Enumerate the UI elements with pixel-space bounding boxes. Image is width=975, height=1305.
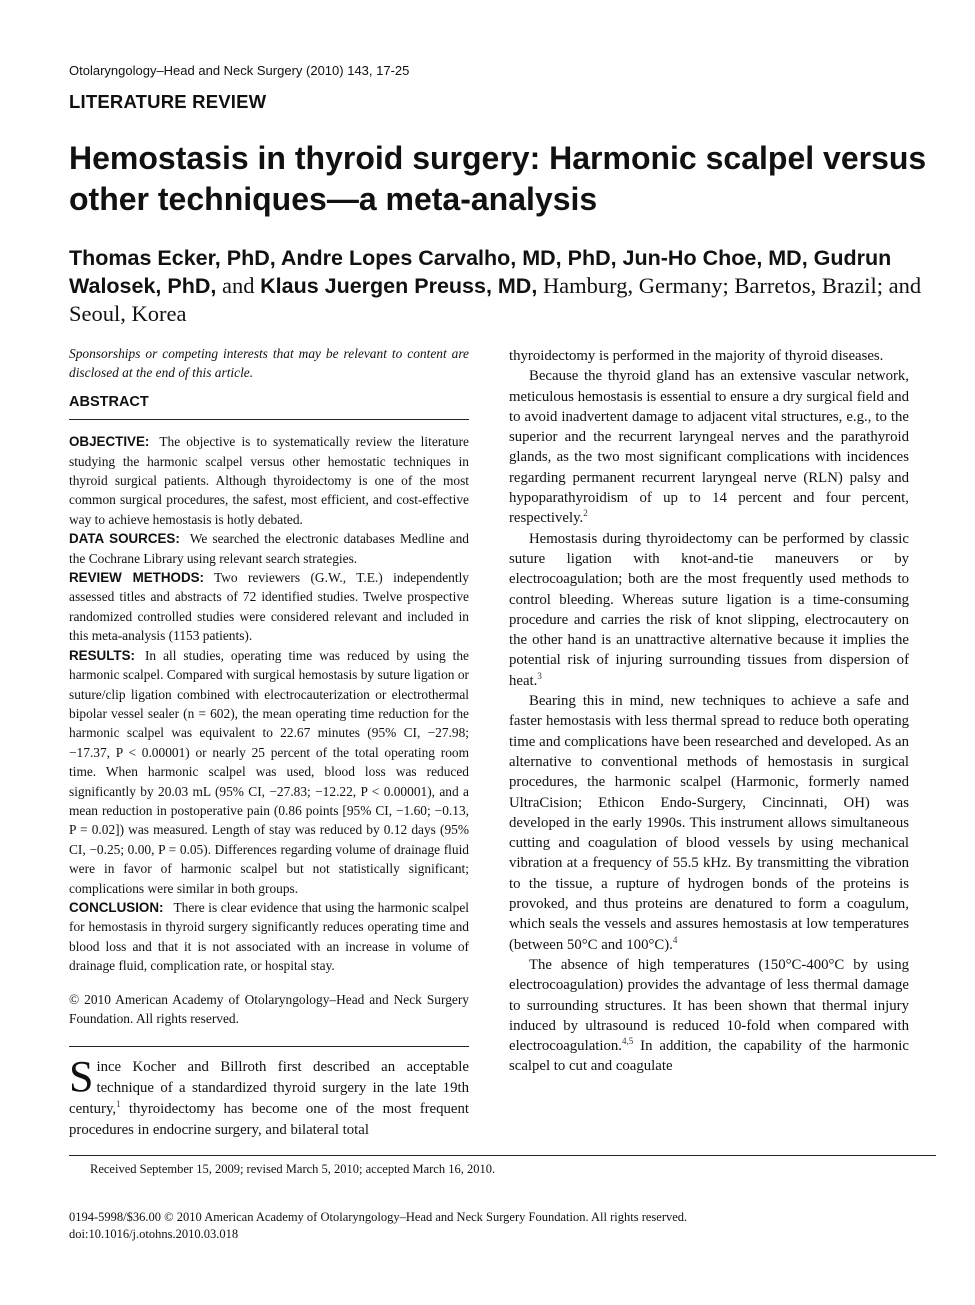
paragraph-text: The absence of high temperatures (150°C-400°C by using electrocoagulation) provides the advantage of less thermal damage to surrounding structures. It has been shown that thermal injury induced by ultrasound is reduced 10-fold when compared with electrocoagulation. xyxy=(509,956,909,1055)
ref-link[interactable]: 2 xyxy=(583,508,588,519)
ref-link[interactable]: 3 xyxy=(537,670,542,681)
abstract-heading: ABSTRACT xyxy=(69,393,469,420)
conclusion-label: CONCLUSION: xyxy=(69,899,164,915)
abstract-conclusion xyxy=(69,898,469,976)
conclusion-text: There is clear evidence that using the harmonic scalpel for hemostasis in thyroid surgery significantly reduces operating time and blood loss and that it is not associated with an increase in volume of drainage fluid, complication rate, or hospital stay. xyxy=(69,899,469,974)
received-dates: Received September 15, 2009; revised March 5, 2010; accepted March 16, 2010. xyxy=(90,1162,496,1176)
intro-text-b: thyroidectomy has become one of the most frequent procedures in endocrine surgery, and bilateral total xyxy=(69,1101,469,1138)
ref-link[interactable]: 4 xyxy=(672,934,678,945)
paragraph-text: Because the thyroid gland has an extensive vascular network, meticulous hemostasis is essential to ensure a dry surgical field and to avoid inadvertent damage to adjacent vital structures, e.g., to the superior and the recurrent laryngeal nerves and the parathyroid glands, as the two most significant complications with incidences regarding permanent recurrent laryngeal nerve (RLN) palsy and hypoparathyroidism of up to 14 percent and four percent, respectively. xyxy=(509,368,909,527)
drop-cap: S xyxy=(69,1052,94,1102)
abstract-review-methods xyxy=(69,568,469,646)
objective-text: The objective is to systematically review the literature studying the harmonic scalpel versus other hemostatic techniques in thyroid surgical patients. Although thyroidectomy is one of the most common surgical procedures, the safest, most efficient, and cost-effective way to achieve hemostasis is hotly debated. xyxy=(69,434,469,527)
author-names-2: Klaus Juergen Preuss, MD, xyxy=(260,274,538,298)
abstract-results xyxy=(69,646,469,898)
body-paragraph xyxy=(509,366,909,528)
body-paragraph: thyroidectomy is performed in the majority of thyroid diseases. xyxy=(509,348,884,364)
section-label: LITERATURE REVIEW xyxy=(69,91,267,112)
intro-text-a: ince Kocher and Billroth first described an acceptable technique of a standardized thyroid surgery in the late 19th century, xyxy=(69,1059,469,1117)
results-text: In all studies, operating time was reduced by using the harmonic scalpel. Compared with surgical hemostasis by suture ligation or suture/clip ligation combined with electrocauterization or electrothermal bipolar vessel sealer (n = 602), the mean operating time reduction for the harmonic scalpel was equivalent to 22.67 minutes (95% CI, −27.98; −17.37, P < 0.00001) or nearly 25 percent of the total operating room time. When harmonic scalpel was used, blood loss was reduced significantly by 20.03 mL (95% CI, −27.83; −12.22, P < 0.00001), and a mean reduction in postoperative pain (0.86 points [95% CI, −1.60; −0.13, P = 0.02]) was measured. Length of stay was reduced by 0.12 days (95% CI, −0.25; 0.00, P = 0.05). Differences regarding volume of drainage fluid were in favor of harmonic scalpel but not statistically significant; complications were similar in both groups. xyxy=(69,647,469,896)
review-methods-text: Two reviewers (G.W., T.E.) independently assessed titles and abstracts of 72 identified studies. Twelve prospective randomized controlled studies were considered relevant and included in this meta-analysis (1153 patients). xyxy=(69,570,469,644)
abstract-objective xyxy=(69,432,469,529)
sponsorship-note: Sponsorships or competing interests that may be relevant to content are disclosed at the end of this article. xyxy=(69,346,469,381)
abstract-copyright: © 2010 American Academy of Otolaryngology–Head and Neck Surgery Foundation. All rights reserved. xyxy=(69,990,469,1048)
data-sources-text: We searched the electronic databases Medline and the Cochrane Library using relevant search strategies. xyxy=(69,531,469,566)
right-column xyxy=(509,346,909,1077)
doi-link[interactable]: doi:10.1016/j.otohns.2010.03.018 xyxy=(69,1227,239,1241)
footer-divider xyxy=(69,1155,936,1156)
data-sources-label: DATA SOURCES: xyxy=(69,531,180,547)
author-locations: Hamburg, Germany; Barretos, Brazil; and Seoul, Korea xyxy=(69,273,922,326)
intro-paragraph xyxy=(69,1052,469,1140)
body-paragraph xyxy=(509,955,909,1077)
author-list xyxy=(69,244,929,328)
author-names-1: Thomas Ecker, PhD, Andre Lopes Carvalho, MD, PhD, Jun-Ho Choe, MD, Gudrun Walosek, PhD, xyxy=(69,246,892,298)
paragraph-text: Hemostasis during thyroidectomy can be performed by classic suture ligation with knot-and-tie maneuvers or by electrocoagulation; both are the most frequently used methods to control bleeding. Whereas suture ligation is a time-consuming procedure and carries the risk of knot slipping, electrocautery on the other hand is an unattractive alternative because it implies the potential risk of injuring surrounding tissues from dispersion of heat. xyxy=(509,530,909,689)
journal-citation: Otolaryngology–Head and Neck Surgery (2010) 143, 17-25 xyxy=(69,63,410,78)
article-title: Hemostasis in thyroid surgery: Harmonic scalpel versus other techniques—a meta-analysis xyxy=(69,140,927,217)
abstract-data-sources xyxy=(69,529,469,568)
review-methods-label: REVIEW METHODS: xyxy=(69,570,205,586)
ref-link[interactable]: 4,5 xyxy=(621,1036,634,1047)
issn-copyright: 0194-5998/$36.00 © 2010 American Academy of Otolaryngology–Head and Neck Surgery Foundation. All rights reserved. xyxy=(69,1210,688,1224)
body-paragraph xyxy=(509,529,909,691)
ref-link[interactable]: 1 xyxy=(116,1099,121,1110)
author-and: and xyxy=(221,273,255,298)
paragraph-text: In addition, the capability of the harmonic scalpel to cut and coagulate xyxy=(509,1038,909,1075)
left-column xyxy=(69,344,469,1141)
objective-label: OBJECTIVE: xyxy=(69,434,150,450)
results-label: RESULTS: xyxy=(69,647,135,663)
paragraph-text: Bearing this in mind, new techniques to achieve a safe and faster hemostasis with less thermal spread to reduce both operating time and complications have been researched and developed. As an alternative to conventional methods of hemostasis in surgical procedures, the harmonic scalpel (Harmonic, formerly named UltraCision; Ethicon Endo-Surgery, Cincinnati, OH) was developed in the early 1990s. This instrument allows simultaneous cutting and coagulation of blood vessels by using mechanical vibration at a frequency of 55.5 kHz. By transmitting the vibration to the tissue, a rupture of hydrogen bonds of the proteins is provoked, and thus proteins are denatured to form a coagulum, which seals the vessels and assures hemostasis at low temperatures (between 50°C and 100°C). xyxy=(509,693,909,953)
body-paragraph xyxy=(509,691,909,955)
abstract-body xyxy=(69,432,469,975)
